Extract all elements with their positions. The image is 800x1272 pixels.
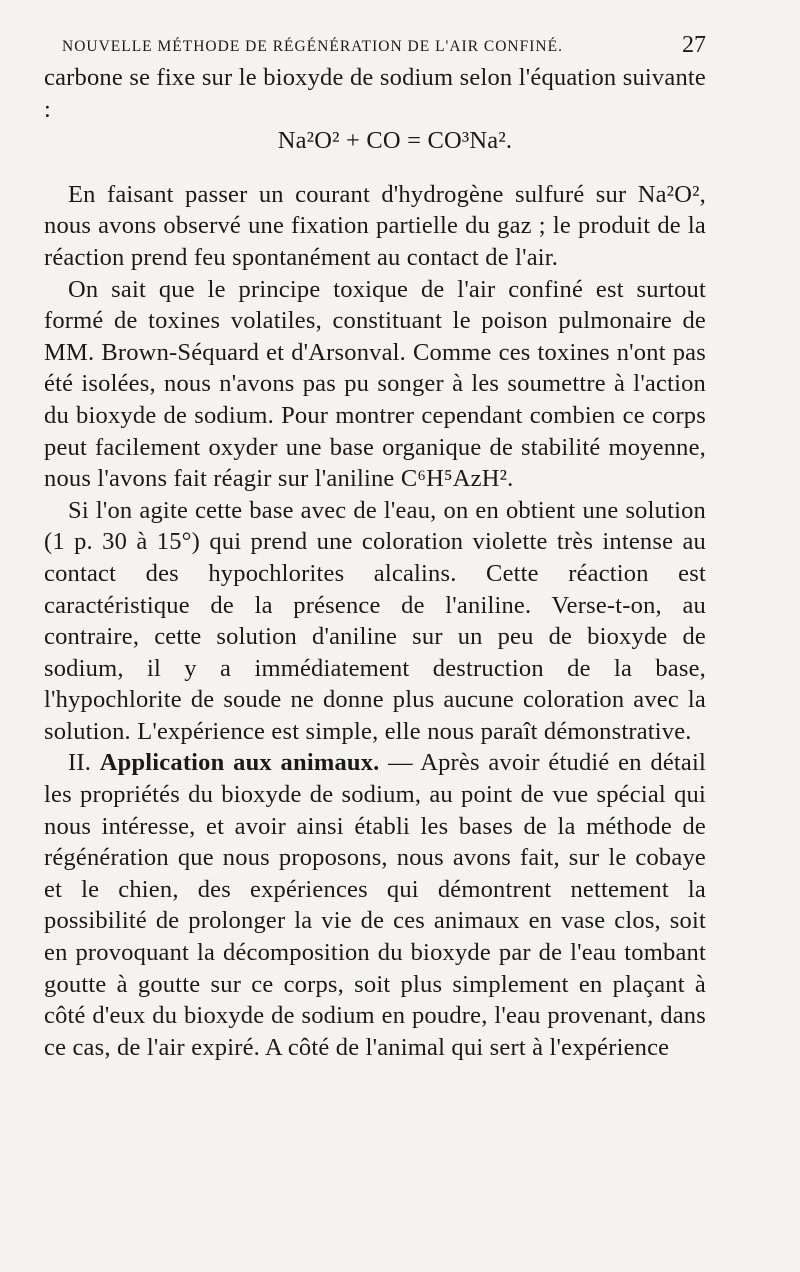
section-heading: Application aux animaux.: [99, 749, 380, 777]
section-ii-text: — Après avoir étudié en détail les propriétés du bioxyde de sodium, au point de vue spécial qui nous intéresse, et avoir ainsi établi les bases de la méthode de régénération que nous proposons, nous avons fait, sur le cobaye et le chien, des expériences qui démontrent nettement la possibilité de prolonger la vie de ces animaux en vase clos, soit en provoquant la décomposition du bioxyde par de l'eau tombant goutte à goutte sur ce corps, soit plus simplement en plaçant à côté d'eux du bioxyde de sodium en poudre, l'eau provenant, dans ce cas, de l'air expiré. A côté de l'animal qui sert à l'expérience: [44, 749, 707, 1061]
body-text: [44, 62, 706, 1063]
running-header: [44, 28, 706, 62]
paragraph-section-ii: [44, 747, 706, 1063]
book-page: [44, 28, 706, 1063]
section-number: II.: [68, 749, 100, 777]
page-number: 27: [682, 32, 706, 58]
paragraph-hydrogen-sulfide: En faisant passer un courant d'hydrogène sulfuré sur Na²O², nous avons observé une fixation partielle du gaz ; le produit de la réaction prend feu spontanément au contact de l'air.: [44, 180, 706, 271]
paragraph-toxic-principle: On sait que le principe toxique de l'air confiné est surtout formé de toxines volatiles, constituant le poison pulmonaire de MM. Brown-Séquard et d'Arsonval. Comme ces toxines n'ont pas été isolées, nous n'avons pas pu songer à les soumettre à l'action du bioxyde de sodium. Pour montrer cependant combien ce corps peut facilement oxyder une base organique de stabilité moyenne, nous l'avons fait réagir sur l'aniline C⁶H⁵AzH².: [44, 275, 706, 493]
paragraph-aniline-reaction: Si l'on agite cette base avec de l'eau, on en obtient une solution (1 p. 30 à 15°) qui prend une coloration violette très intense au contact des hypochlorites alcalins. Cette réaction est caractéristique de la présence de l'aniline. Verse-t-on, au contraire, cette solution d'aniline sur un peu de bioxyde de sodium, il y a immédiatement destruction de la base, l'hypochlorite de soude ne donne plus aucune coloration avec la solution. L'expérience est simple, elle nous paraît démonstrative.: [44, 496, 706, 745]
running-title: NOUVELLE MÉTHODE DE RÉGÉNÉRATION DE L'AIR CONFINÉ.: [62, 38, 563, 55]
chemical-equation: Na²O² + CO = CO³Na².: [277, 127, 513, 155]
paragraph-continuation: carbone se fixe sur le bioxyde de sodium selon l'équation suivante :: [44, 64, 706, 123]
